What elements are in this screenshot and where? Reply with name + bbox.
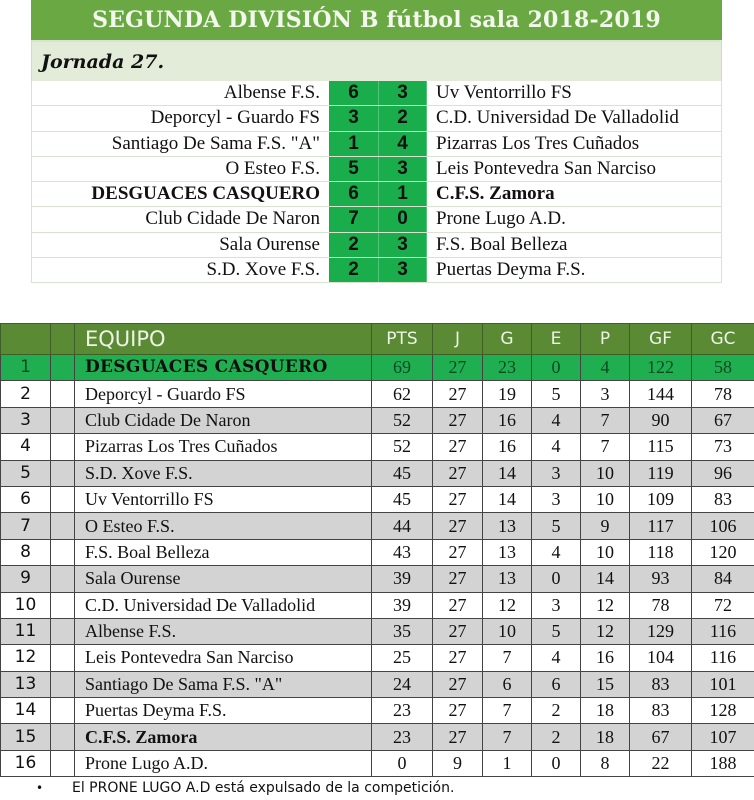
- position-cell: 8: [1, 539, 51, 565]
- away-team: C.D. Universidad De Valladolid: [436, 107, 679, 129]
- lost-cell: 10: [581, 460, 630, 486]
- position-cell: 3: [1, 407, 51, 433]
- home-team: Deporcyl - Guardo FS: [150, 107, 320, 129]
- position-cell: 9: [1, 566, 51, 592]
- won-cell: 13: [483, 566, 532, 592]
- team-cell: Santiago De Sama F.S. "A": [75, 671, 372, 697]
- fixtures-panel: [31, 0, 722, 283]
- away-score: 3: [379, 81, 427, 105]
- standings-row: [1, 698, 754, 724]
- team-cell: Pizarras Los Tres Cuñados: [75, 434, 372, 460]
- bullet-icon: •: [36, 781, 44, 795]
- away-team: Uv Ventorrillo FS: [436, 82, 572, 103]
- goals-against-cell: 106: [692, 513, 754, 539]
- header-team: EQUIPO: [75, 324, 372, 355]
- won-cell: 14: [483, 486, 532, 512]
- goals-for-cell: 115: [630, 434, 692, 460]
- standings-row: [1, 645, 754, 671]
- standings-row: [1, 592, 754, 618]
- team-cell: Sala Ourense: [75, 566, 372, 592]
- standings-row: [1, 513, 754, 539]
- goals-against-cell: 107: [692, 724, 754, 750]
- goals-against-cell: 116: [692, 645, 754, 671]
- position-cell: 16: [1, 750, 51, 776]
- lost-cell: 16: [581, 645, 630, 671]
- goals-for-cell: 118: [630, 539, 692, 565]
- away-team: Leis Pontevedra San Narciso: [436, 157, 657, 179]
- standings-row: [1, 566, 754, 592]
- standings-body: [1, 355, 754, 777]
- position-cell: 2: [1, 381, 51, 407]
- away-score: 3: [379, 233, 427, 257]
- won-cell: 7: [483, 724, 532, 750]
- position-cell: 13: [1, 671, 51, 697]
- points-cell: 24: [372, 671, 433, 697]
- team-cell: Deporcyl - Guardo FS: [75, 381, 372, 407]
- goals-for-cell: 117: [630, 513, 692, 539]
- points-cell: 23: [372, 724, 433, 750]
- blank-cell: [51, 486, 75, 512]
- position-cell: 4: [1, 434, 51, 460]
- goals-against-cell: 188: [692, 750, 754, 776]
- drawn-cell: 3: [532, 486, 581, 512]
- lost-cell: 10: [581, 486, 630, 512]
- goals-for-cell: 83: [630, 698, 692, 724]
- played-cell: 27: [433, 698, 483, 724]
- drawn-cell: 6: [532, 671, 581, 697]
- away-team: F.S. Boal Belleza: [436, 233, 568, 255]
- blank-cell: [51, 355, 75, 381]
- drawn-cell: 3: [532, 460, 581, 486]
- team-cell: Prone Lugo A.D.: [75, 750, 372, 776]
- header-position: [1, 324, 51, 355]
- standings-row: [1, 486, 754, 512]
- position-cell: 10: [1, 592, 51, 618]
- fixtures-list: [31, 81, 722, 283]
- goals-against-cell: 84: [692, 566, 754, 592]
- blank-cell: [51, 698, 75, 724]
- standings-row: [1, 434, 754, 460]
- drawn-cell: 0: [532, 566, 581, 592]
- standings-row: [1, 724, 754, 750]
- footnote-text: El PRONE LUGO A.D está expulsado de la competición.: [72, 780, 455, 796]
- header-goals-for: GF: [630, 324, 692, 355]
- standings-row: [1, 460, 754, 486]
- standings-row: [1, 618, 754, 644]
- played-cell: 27: [433, 618, 483, 644]
- goals-against-cell: 78: [692, 381, 754, 407]
- lost-cell: 14: [581, 566, 630, 592]
- won-cell: 12: [483, 592, 532, 618]
- goals-for-cell: 83: [630, 671, 692, 697]
- played-cell: 27: [433, 434, 483, 460]
- drawn-cell: 5: [532, 618, 581, 644]
- drawn-cell: 2: [532, 724, 581, 750]
- played-cell: 27: [433, 645, 483, 671]
- team-cell: C.D. Universidad De Valladolid: [75, 592, 372, 618]
- blank-cell: [51, 513, 75, 539]
- drawn-cell: 3: [532, 592, 581, 618]
- team-cell: O Esteo F.S.: [75, 513, 372, 539]
- played-cell: 27: [433, 355, 483, 381]
- points-cell: 25: [372, 645, 433, 671]
- lost-cell: 12: [581, 618, 630, 644]
- fixture-row: [31, 157, 722, 182]
- home-score: 2: [329, 233, 379, 257]
- fixture-row: [31, 182, 722, 207]
- fixture-row: [31, 233, 722, 258]
- position-cell: 7: [1, 513, 51, 539]
- header-played: J: [433, 324, 483, 355]
- drawn-cell: 5: [532, 381, 581, 407]
- goals-for-cell: 144: [630, 381, 692, 407]
- fixture-row: [31, 132, 722, 157]
- away-team: Puertas Deyma F.S.: [436, 259, 586, 281]
- fixture-row: [31, 81, 722, 106]
- blank-cell: [51, 618, 75, 644]
- drawn-cell: 0: [532, 355, 581, 381]
- team-cell: S.D. Xove F.S.: [75, 460, 372, 486]
- drawn-cell: 4: [532, 407, 581, 433]
- standings-row: [1, 355, 754, 381]
- blank-cell: [51, 539, 75, 565]
- points-cell: 39: [372, 566, 433, 592]
- standings-row: [1, 381, 754, 407]
- blank-cell: [51, 671, 75, 697]
- won-cell: 1: [483, 750, 532, 776]
- home-team: Albense F.S.: [223, 82, 320, 103]
- lost-cell: 3: [581, 381, 630, 407]
- goals-for-cell: 104: [630, 645, 692, 671]
- fixture-row: [31, 258, 722, 283]
- standings-row: [1, 539, 754, 565]
- home-score: 5: [329, 157, 379, 181]
- lost-cell: 10: [581, 539, 630, 565]
- blank-cell: [51, 592, 75, 618]
- header-goals-against: GC: [692, 324, 754, 355]
- goals-against-cell: 72: [692, 592, 754, 618]
- lost-cell: 7: [581, 407, 630, 433]
- points-cell: 39: [372, 592, 433, 618]
- blank-cell: [51, 566, 75, 592]
- lost-cell: 8: [581, 750, 630, 776]
- blank-cell: [51, 381, 75, 407]
- team-cell: Club Cidade De Naron: [75, 407, 372, 433]
- standings-row: [1, 750, 754, 776]
- points-cell: 45: [372, 460, 433, 486]
- goals-for-cell: 122: [630, 355, 692, 381]
- footnote: [36, 778, 454, 799]
- team-cell: Uv Ventorrillo FS: [75, 486, 372, 512]
- blank-cell: [51, 645, 75, 671]
- fixture-row: [31, 106, 722, 131]
- played-cell: 27: [433, 460, 483, 486]
- home-team: Club Cidade De Naron: [145, 208, 320, 230]
- home-score: 1: [329, 132, 379, 156]
- away-team: Pizarras Los Tres Cuñados: [436, 132, 640, 154]
- standings-table: [0, 323, 754, 777]
- team-cell: Albense F.S.: [75, 618, 372, 644]
- points-cell: 52: [372, 434, 433, 460]
- away-score: 1: [379, 182, 427, 206]
- round-label: Jornada 27.: [31, 40, 722, 81]
- goals-for-cell: 129: [630, 618, 692, 644]
- goals-against-cell: 83: [692, 486, 754, 512]
- goals-against-cell: 96: [692, 460, 754, 486]
- won-cell: 7: [483, 645, 532, 671]
- points-cell: 45: [372, 486, 433, 512]
- position-cell: 11: [1, 618, 51, 644]
- points-cell: 43: [372, 539, 433, 565]
- lost-cell: 9: [581, 513, 630, 539]
- home-team: DESGUACES CASQUERO: [91, 183, 320, 205]
- lost-cell: 18: [581, 724, 630, 750]
- blank-cell: [51, 434, 75, 460]
- blank-cell: [51, 750, 75, 776]
- goals-for-cell: 109: [630, 486, 692, 512]
- home-score: 6: [329, 81, 379, 105]
- drawn-cell: 0: [532, 750, 581, 776]
- home-score: 2: [329, 258, 379, 282]
- won-cell: 13: [483, 513, 532, 539]
- goals-against-cell: 58: [692, 355, 754, 381]
- position-cell: 1: [1, 355, 51, 381]
- standings-header-row: [1, 324, 754, 355]
- header-won: G: [483, 324, 532, 355]
- header-points: PTS: [372, 324, 433, 355]
- played-cell: 27: [433, 513, 483, 539]
- position-cell: 15: [1, 724, 51, 750]
- goals-against-cell: 67: [692, 407, 754, 433]
- drawn-cell: 4: [532, 645, 581, 671]
- played-cell: 9: [433, 750, 483, 776]
- goals-for-cell: 93: [630, 566, 692, 592]
- standings-row: [1, 671, 754, 697]
- goals-against-cell: 120: [692, 539, 754, 565]
- played-cell: 27: [433, 566, 483, 592]
- goals-against-cell: 73: [692, 434, 754, 460]
- won-cell: 10: [483, 618, 532, 644]
- position-cell: 12: [1, 645, 51, 671]
- won-cell: 23: [483, 355, 532, 381]
- won-cell: 19: [483, 381, 532, 407]
- team-cell: Leis Pontevedra San Narciso: [75, 645, 372, 671]
- won-cell: 13: [483, 539, 532, 565]
- goals-for-cell: 67: [630, 724, 692, 750]
- won-cell: 14: [483, 460, 532, 486]
- home-score: 7: [329, 207, 379, 231]
- header-lost: P: [581, 324, 630, 355]
- header-drawn: E: [532, 324, 581, 355]
- won-cell: 6: [483, 671, 532, 697]
- goals-for-cell: 119: [630, 460, 692, 486]
- away-score: 4: [379, 132, 427, 156]
- team-cell: C.F.S. Zamora: [75, 724, 372, 750]
- home-score: 3: [329, 106, 379, 130]
- drawn-cell: 4: [532, 434, 581, 460]
- drawn-cell: 2: [532, 698, 581, 724]
- goals-against-cell: 128: [692, 698, 754, 724]
- team-cell: DESGUACES CASQUERO: [75, 355, 372, 381]
- won-cell: 16: [483, 407, 532, 433]
- played-cell: 27: [433, 407, 483, 433]
- points-cell: 23: [372, 698, 433, 724]
- drawn-cell: 5: [532, 513, 581, 539]
- goals-for-cell: 22: [630, 750, 692, 776]
- home-team: O Esteo F.S.: [225, 157, 320, 179]
- played-cell: 27: [433, 381, 483, 407]
- lost-cell: 18: [581, 698, 630, 724]
- points-cell: 35: [372, 618, 433, 644]
- goals-against-cell: 116: [692, 618, 754, 644]
- goals-for-cell: 90: [630, 407, 692, 433]
- played-cell: 27: [433, 724, 483, 750]
- position-cell: 6: [1, 486, 51, 512]
- fixture-row: [31, 207, 722, 232]
- standings-row: [1, 407, 754, 433]
- away-team: C.F.S. Zamora: [436, 183, 555, 205]
- away-score: 0: [379, 207, 427, 231]
- points-cell: 44: [372, 513, 433, 539]
- position-cell: 14: [1, 698, 51, 724]
- won-cell: 7: [483, 698, 532, 724]
- header-blank: [51, 324, 75, 355]
- played-cell: 27: [433, 671, 483, 697]
- points-cell: 52: [372, 407, 433, 433]
- won-cell: 16: [483, 434, 532, 460]
- home-team: S.D. Xove F.S.: [206, 259, 320, 281]
- home-team: Santiago De Sama F.S. "A": [111, 132, 320, 154]
- away-score: 3: [379, 157, 427, 181]
- team-cell: Puertas Deyma F.S.: [75, 698, 372, 724]
- blank-cell: [51, 407, 75, 433]
- lost-cell: 7: [581, 434, 630, 460]
- played-cell: 27: [433, 592, 483, 618]
- away-score: 3: [379, 258, 427, 282]
- team-cell: F.S. Boal Belleza: [75, 539, 372, 565]
- points-cell: 69: [372, 355, 433, 381]
- played-cell: 27: [433, 539, 483, 565]
- points-cell: 0: [372, 750, 433, 776]
- blank-cell: [51, 724, 75, 750]
- lost-cell: 15: [581, 671, 630, 697]
- away-team: Prone Lugo A.D.: [436, 208, 566, 230]
- home-score: 6: [329, 182, 379, 206]
- played-cell: 27: [433, 486, 483, 512]
- lost-cell: 4: [581, 355, 630, 381]
- goals-against-cell: 101: [692, 671, 754, 697]
- home-team: Sala Ourense: [219, 233, 320, 255]
- drawn-cell: 4: [532, 539, 581, 565]
- goals-for-cell: 78: [630, 592, 692, 618]
- blank-cell: [51, 460, 75, 486]
- competition-title: SEGUNDA DIVISIÓN B fútbol sala 2018-2019: [31, 0, 722, 40]
- points-cell: 62: [372, 381, 433, 407]
- position-cell: 5: [1, 460, 51, 486]
- away-score: 2: [379, 106, 427, 130]
- lost-cell: 12: [581, 592, 630, 618]
